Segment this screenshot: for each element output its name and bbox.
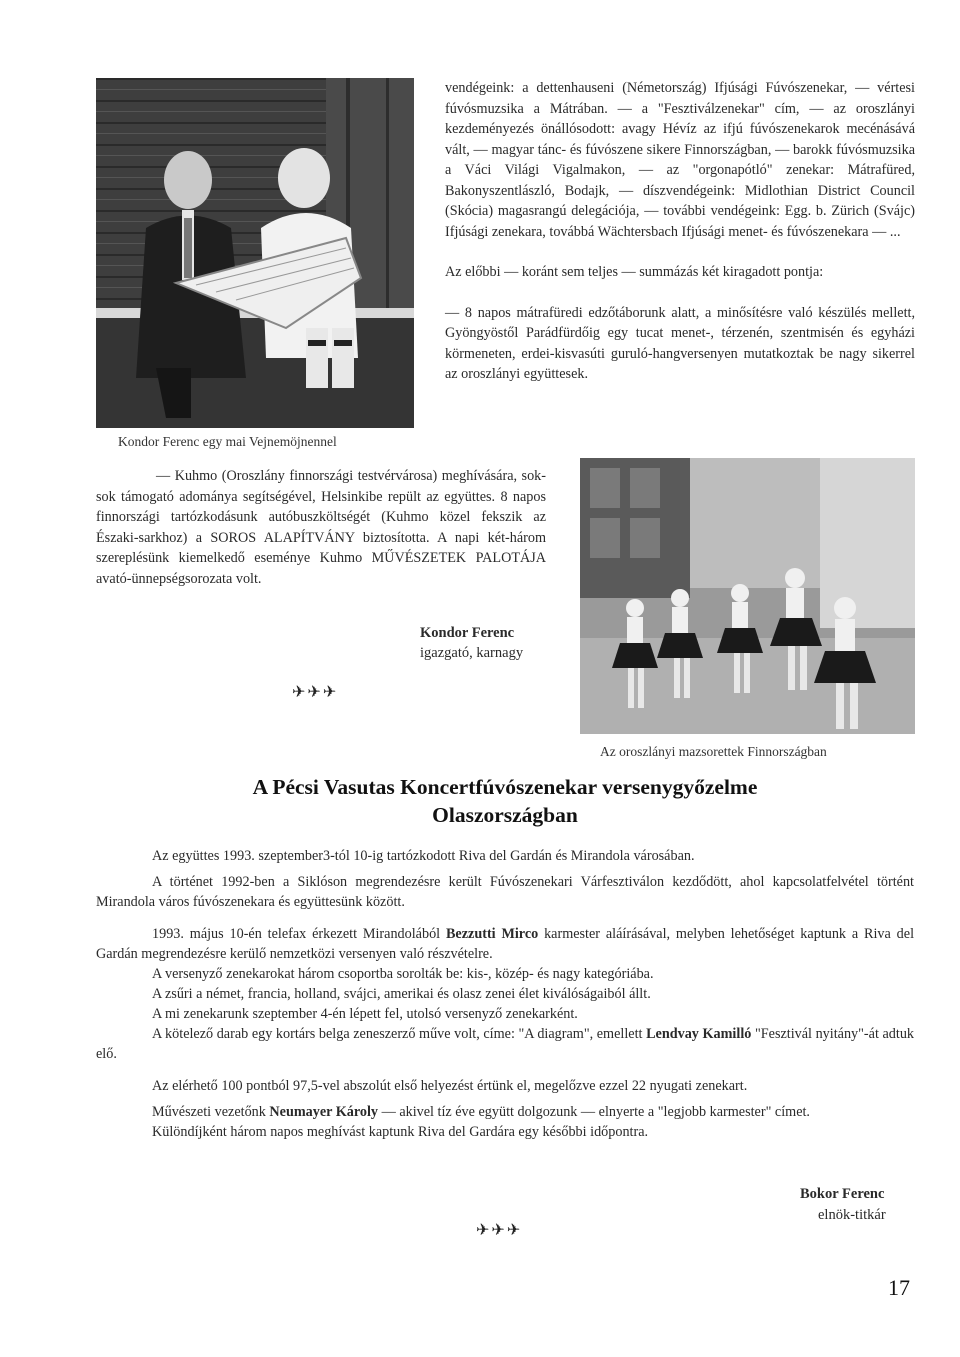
paragraph-training-camp: — 8 napos mátrafüredi edzőtáborunk alatt, a minősítésre való készülés mellett, Gyöngyöstől Parádfürdőig egy tucat menet-, térzenén, szentmisén és egyházi körmeneten, erdei-kisvasúti guruló-hangversenyen mutatkoztak be nagy sikerrel az oroszlányi együttesek. bbox=[445, 304, 915, 382]
left-column-kuhmo: — Kuhmo (Oroszlány finnországi testvérvárosa) meghívására, sok-sok támogató adománya segítségével, Helsinkibe repült az együttes. 8 napos finnországi tartózkodásunk autóbuszköltségét (Kuhmo közel fekszik az Északi-sarkhoz) a SOROS ALAPÍTVÁNY biztosította. A napi két-három szereplésünk kiemelkedő eseménye Kuhmo MŰVÉSZETEK PALOTÁJA avató-ünnepségsorozata volt. bbox=[96, 468, 546, 587]
name-bezzutti: Bezzutti Mirco bbox=[445, 926, 539, 942]
separator-planes-icon: ✈✈✈ bbox=[292, 684, 339, 701]
photo2-caption: Az oroszlányi mazsorettek Finnországban bbox=[600, 744, 827, 759]
article-body bbox=[96, 846, 914, 1142]
paragraph-guests: vendégeink: a dettenhauseni (Németország) Ifjúsági Fúvószenekar, — vértesi fúvósmuzsika a Mátrában. — a "Fesztiválzenekar" cím, — az oroszlányi kezdeményezés önállósodott: avagy Hévíz az ifjú fúvószenekarok mecénásává vált, — magyar tánc- és fúvószene sikere Finnországban, — barokk fúvósmuzsika a Váci Világi Vigalmakon, — az "orgonapótló" zenekar: Mátrafüred, Bakonyszentlászló, Bodajk, — díszvendégeink: Midlothian District Council (Skócia) magasrangú delegációja, — további vendégeink: Egg. b. Zürich (Svájc) Ifjúsági zenekara, továbbá Wächtersbach Ifjúsági menet- és fúvószenekara — ... bbox=[445, 80, 915, 240]
article-p8: Az elérhető 100 pontból 97,5-vel abszolút első helyezést értünk el, megelőzve ezzel 22 nyugati zenekart. bbox=[152, 1078, 748, 1094]
article-title-line1: A Pécsi Vasutas Koncertfúvószenekar versenygyőzelme bbox=[252, 775, 758, 799]
signature2-name: Bokor Ferenc bbox=[800, 1186, 885, 1202]
name-lendvay: Lendvay Kamilló bbox=[646, 1026, 752, 1042]
article-p1: Az együttes 1993. szeptember3-tól 10-ig tartózkodott Riva del Gardán és Mirandola városában. bbox=[152, 848, 695, 864]
photo1-caption: Kondor Ferenc egy mai Vejnemöjnennel bbox=[118, 434, 337, 449]
article-p6: A mi zenekarunk szeptember 4-én lépett fel, utolsó versenyző zenekarként. bbox=[152, 1006, 578, 1022]
signature1-role: igazgató, karnagy bbox=[420, 645, 524, 661]
article-p10: Különdíjként három napos meghívást kaptunk Riva del Gardára egy későbbi időpontra. bbox=[152, 1124, 649, 1140]
top-right-column bbox=[445, 78, 915, 385]
signature1-name: Kondor Ferenc bbox=[420, 625, 515, 641]
article-p2: A történet 1992-ben a Siklóson megrendezésre került Fúvószenekari Várfesztiválon kezdődött, ahol kapcsolatfelvétel történt Mirandola város fúvószenekara és együttesünk között. bbox=[96, 874, 914, 910]
photo-men-with-kantele bbox=[96, 78, 414, 428]
photo-majorettes bbox=[580, 458, 915, 734]
article-title-line2: Olaszországban bbox=[432, 803, 578, 827]
separator-planes-icon-2: ✈✈✈ bbox=[476, 1222, 523, 1239]
article-title bbox=[100, 773, 910, 829]
name-neumayer: Neumayer Károly bbox=[269, 1104, 379, 1120]
page-number: 17 bbox=[888, 1275, 910, 1300]
paragraph-summary: Az előbbi — koránt sem teljes — summázás két kiragadott pontja: bbox=[445, 264, 824, 280]
article-p3: 1993. május 10-én telefax érkezett Mirandolából Bezzutti Mirco karmester aláírásával, melyben lehetőséget kaptunk a Riva del Gardán megrendezésre kerülő nemzetközi versenyen való részvételre. bbox=[96, 926, 915, 962]
article-p9: Művészeti vezetőnk Neumayer Károly — akivel tíz éve együtt dolgozunk — elnyerte a "legjobb karmester" címet. bbox=[152, 1104, 810, 1120]
signature2-role: elnök-titkár bbox=[818, 1207, 886, 1223]
article-p7: A kötelező darab egy kortárs belga zeneszerző műve volt, címe: "A diagram", emellett Lendvay Kamilló "Fesztivál nyitány"-át adtuk elő. bbox=[96, 1026, 915, 1062]
photo-men-illustration bbox=[96, 78, 414, 428]
photo-majorettes-illustration bbox=[580, 458, 915, 734]
article-p4: A versenyző zenekarokat három csoportba sorolták be: kis-, közép- és nagy kategóriába. bbox=[152, 966, 654, 982]
article-p5: A zsűri a német, francia, holland, svájci, amerikai és olasz zenei élet kiválóságaiból állt. bbox=[152, 986, 651, 1002]
